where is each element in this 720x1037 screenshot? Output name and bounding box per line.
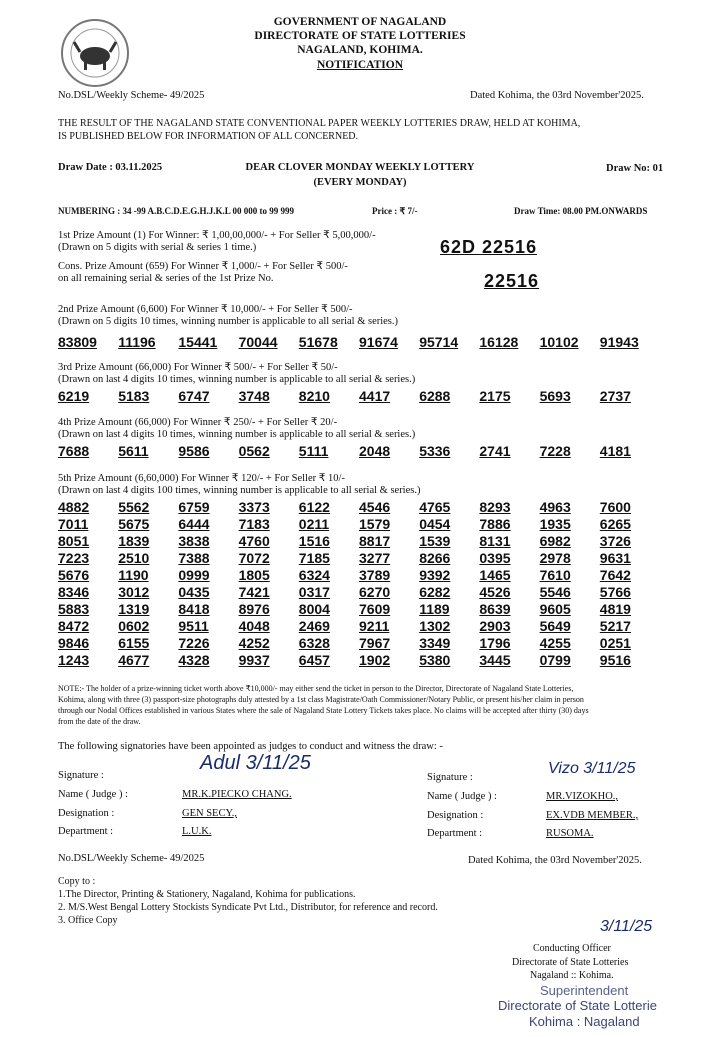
prize5-number: 0602 [118,618,150,634]
prize5-number: 7967 [359,635,391,651]
prize5-number: 7610 [539,567,571,583]
prize2-line-2: (Drawn on 5 digits 10 times, winning number is applicable to all serial & series.) [58,316,399,327]
prize5-number: 1189 [419,601,450,617]
prize5-line-1: 5th Prize Amount (6,60,000) For Winner ₹ 120/- + For Seller ₹ 10/- [58,473,345,484]
prize5-number: 0435 [178,584,210,600]
prize5-number: 6444 [178,516,210,532]
right-judge-department: RUSOMA. [546,828,594,839]
prize5-number: 8004 [298,601,330,617]
prize2-number: 95714 [419,334,459,350]
prize5-number: 2978 [539,550,571,566]
header-government: GOVERNMENT OF NAGALAND [273,16,447,28]
prize5-number: 3726 [599,533,631,549]
prize5-number: 6282 [419,584,451,600]
prize5-number: 7185 [298,550,330,566]
prize4-numbers [58,443,660,460]
prize5-number: 7886 [479,516,511,532]
header-location: NAGALAND, KOHIMA. [297,44,423,56]
footer-scheme-ref: No.DSL/Weekly Scheme- 49/2025 [58,853,205,864]
prize5-number: 9511 [178,618,209,634]
prize3-number: 2737 [599,388,631,404]
prize5-number: 9631 [599,550,631,566]
prize5-number: 4252 [238,635,270,651]
prize2-number: 91674 [359,334,398,350]
prize3-number: 6219 [58,388,90,404]
note-line-4: from the date of the draw. [58,717,141,726]
prize2-number: 51678 [298,334,338,350]
prize5-number: 5546 [539,584,571,600]
right-designation-label: Designation : [427,810,484,821]
prize5-number: 8817 [359,533,391,549]
prize5-number: 5883 [58,601,90,617]
intro-line-1: THE RESULT OF THE NAGALAND STATE CONVENTIONAL PAPER WEEKLY LOTTERIES DRAW, HELD AT KOHIMA, [58,118,581,129]
prize5-number: 4760 [238,533,270,549]
prize5-number: 2510 [118,550,150,566]
judges-intro: The following signatories have been appointed as judges to conduct and witness the draw: - [58,741,443,752]
dated: Dated Kohima, the 03rd November'2025. [470,90,644,101]
prize5-number: 4546 [359,499,391,515]
prize5-number: 9605 [539,601,571,617]
prize5-numbers [58,499,660,669]
prize3-number: 4417 [359,388,391,404]
prize5-number: 1539 [419,533,451,549]
left-signature-label: Signature : [58,770,104,781]
prize3-number: 6288 [419,388,451,404]
government-seal [60,18,130,88]
prize5-number: 3349 [419,635,451,651]
prize5-number: 0799 [539,652,571,668]
prize5-number: 2903 [479,618,511,634]
prize5-number: 1796 [479,635,511,651]
prize5-number: 1902 [359,652,391,668]
left-judge-designation: GEN SECY., [182,808,237,819]
left-judge-signature: Adul 3/11/25 [200,752,311,774]
prize5-number: 0251 [599,635,631,651]
prize5-number: 2469 [298,618,330,634]
prize3-numbers [58,388,660,405]
price: Price : ₹ 7/- [372,206,418,216]
prize1-winner: 62D 22516 [440,237,538,257]
header-directorate: DIRECTORATE OF STATE LOTTERIES [254,30,466,42]
stamp-location: Kohima : Nagaland [529,1014,640,1029]
prize3-line-1: 3rd Prize Amount (66,000) For Winner ₹ 500/- + For Seller ₹ 50/- [58,362,338,373]
prize5-number: 0395 [479,550,511,566]
prize5-number: 4677 [118,652,150,668]
copy-1: 1.The Director, Printing & Stationery, Nagaland, Kohima for publications. [58,889,356,900]
prize5-number: 8293 [479,499,511,515]
copy-3: 3. Office Copy [58,915,118,926]
note-line-2: Kohima, along with three (3) passport-size photographs duly attested by a 1st class Magistrate/Oath Commissioner/Notary Public, or present his/her claim in person [58,695,584,704]
prize5-number: 9937 [238,652,270,668]
left-designation-label: Designation : [58,808,115,819]
prize5-number: 7600 [599,499,631,515]
prize3-number: 5183 [118,388,150,404]
prize5-number: 0211 [298,516,330,532]
prize5-number: 8346 [58,584,90,600]
prize5-number: 7421 [238,584,270,600]
prize5-number: 4526 [479,584,511,600]
left-department-label: Department : [58,826,114,837]
prize5-number: 8976 [238,601,270,617]
prize5-number: 1805 [238,567,270,583]
stamp-directorate: Directorate of State Lotterie [498,998,657,1013]
prize5-number: 4255 [539,635,571,651]
prize5-number: 0454 [419,516,451,532]
prize2-number: 83809 [58,334,97,350]
prize5-number: 8418 [178,601,210,617]
right-judge-designation: EX.VDB MEMBER., [546,810,639,821]
prize5-number: 4819 [599,601,631,617]
prize2-line-1: 2nd Prize Amount (6,600) For Winner ₹ 10,000/- + For Seller ₹ 500/- [58,304,353,315]
prize5-number: 3789 [359,567,391,583]
intro-line-2: IS PUBLISHED BELOW FOR INFORMATION OF ALL CONCERNED. [58,131,359,142]
prize5-number: 0999 [178,567,210,583]
prize4-number: 2741 [479,443,511,459]
left-judge-name: MR.K.PIECKO CHANG. [182,789,292,800]
prize2-number: 16128 [479,334,519,350]
prize1-line-2: (Drawn on 5 digits with serial & series 1 time.) [58,242,257,253]
prize5-number: 6265 [599,516,631,532]
prize5-number: 4765 [419,499,451,515]
prize3-number: 8210 [298,388,330,404]
cons-prize-line-2: on all remaining serial & series of the 1st Prize No. [58,273,274,284]
prize5-number: 5217 [599,618,631,634]
prize2-number: 15441 [178,334,218,350]
numbering: NUMBERING : 34 -99 A.B.C.D.E.G.H.J.K.L 00 000 to 99 999 [58,206,295,216]
draw-time: Draw Time: 08.00 PM.ONWARDS [514,206,648,216]
prize5-number: 7642 [599,567,631,583]
prize4-number: 2048 [359,443,391,459]
copy-2: 2. M/S.West Bengal Lottery Stockists Syndicate Pvt Ltd., Distributor, for reference and record. [58,902,438,913]
prize5-number: 7388 [178,550,210,566]
prize2-numbers [58,334,660,351]
prize5-number: 8266 [419,550,451,566]
footer-dated: Dated Kohima, the 03rd November'2025. [468,855,642,866]
prize5-number: 9392 [419,567,451,583]
officer-signature: 3/11/25 [600,918,653,935]
prize5-number: 1243 [58,652,90,668]
prize4-number: 5611 [118,443,149,459]
prize4-number: 7228 [539,443,571,459]
prize4-line-1: 4th Prize Amount (66,000) For Winner ₹ 250/- + For Seller ₹ 20/- [58,417,338,428]
prize5-number: 1579 [359,516,391,532]
prize5-number: 4328 [178,652,210,668]
prize3-number: 6747 [178,388,210,404]
prize4-line-2: (Drawn on last 4 digits 10 times, winning number is applicable to all serial & series.) [58,429,416,440]
prize5-number: 9846 [58,635,90,651]
prize5-number: 4882 [58,499,90,515]
prize5-number: 7223 [58,550,90,566]
prize5-number: 1190 [118,567,149,583]
prize2-number: 11196 [118,334,156,350]
officer-title: Conducting Officer [533,943,611,954]
prize5-number: 3373 [238,499,270,515]
copy-to: Copy to : [58,876,96,887]
prize3-line-2: (Drawn on last 4 digits 10 times, winning number is applicable to all serial & series.) [58,374,416,385]
prize4-number: 0562 [238,443,270,459]
prize5-number: 8639 [479,601,511,617]
prize5-number: 1935 [539,516,571,532]
right-department-label: Department : [427,828,483,839]
note-line-1: NOTE:- The holder of a prize-winning ticket worth above ₹10,000/- may either send the ticket in person to the Director, Directorate of Nagaland State Lotteries, [58,684,574,693]
prize5-number: 0317 [298,584,330,600]
right-name-label: Name ( Judge ) : [427,791,497,802]
prize5-number: 7011 [58,516,89,532]
prize5-number: 6122 [298,499,330,515]
prize5-number: 8472 [58,618,90,634]
prize5-number: 1839 [118,533,150,549]
prize5-number: 4963 [539,499,571,515]
right-signature-label: Signature : [427,772,473,783]
draw-number: Draw No: 01 [606,163,664,174]
prize5-number: 6457 [298,652,330,668]
draw-date: Draw Date : 03.11.2025 [58,162,163,173]
left-judge-department: L.U.K. [182,826,212,837]
prize5-number: 6324 [298,567,330,583]
prize5-number: 1302 [419,618,451,634]
prize5-number: 8051 [58,533,90,549]
prize5-number: 5766 [599,584,631,600]
prize2-number: 10102 [539,334,579,350]
scheme-ref: No.DSL/Weekly Scheme- 49/2025 [58,90,205,101]
prize5-number: 3277 [359,550,391,566]
prize3-number: 2175 [479,388,511,404]
prize5-number: 1319 [118,601,150,617]
prize5-number: 6982 [539,533,571,549]
prize5-number: 9211 [359,618,390,634]
prize5-number: 4048 [238,618,270,634]
right-judge-signature: Vizo 3/11/25 [548,760,636,777]
lottery-title: DEAR CLOVER MONDAY WEEKLY LOTTERY [245,162,475,173]
cons-prize-line-1: Cons. Prize Amount (659) For Winner ₹ 1,000/- + For Seller ₹ 500/- [58,261,348,272]
left-name-label: Name ( Judge ) : [58,789,128,800]
prize5-number: 3012 [118,584,150,600]
note-line-3: through our Nodal Offices established in various States where the sale of Nagaland State Lottery Tickets takes place. No claims will be accepted after thirty (30) days [58,706,589,715]
prize4-number: 5336 [419,443,451,459]
cons-prize-number: 22516 [484,271,540,291]
prize5-number: 3838 [178,533,210,549]
prize5-number: 9516 [599,652,631,668]
prize2-number: 70044 [238,334,278,350]
prize1-line-1: 1st Prize Amount (1) For Winner: ₹ 1,00,00,000/- + For Seller ₹ 5,00,000/- [58,230,376,241]
prize5-number: 6270 [359,584,391,600]
prize3-number: 3748 [238,388,270,404]
prize4-number: 4181 [599,443,631,459]
prize5-number: 6155 [118,635,150,651]
prize5-number: 6328 [298,635,330,651]
prize3-number: 5693 [539,388,571,404]
header-notification: NOTIFICATION [316,59,404,71]
prize5-number: 7072 [238,550,270,566]
prize5-number: 7226 [178,635,210,651]
lottery-subtitle: (EVERY MONDAY) [313,177,407,188]
prize5-number: 3445 [479,652,511,668]
prize2-number: 91943 [599,334,639,350]
officer-location: Nagaland :: Kohima. [530,970,614,981]
prize5-number: 7609 [359,601,391,617]
prize5-number: 8131 [479,533,511,549]
prize5-number: 5380 [419,652,451,668]
prize5-number: 6759 [178,499,210,515]
prize4-number: 9586 [178,443,210,459]
prize4-number: 7688 [58,443,90,459]
right-judge-name: MR.VIZOKHO., [546,791,619,802]
prize4-number: 5111 [298,443,329,459]
prize5-number: 5675 [118,516,150,532]
prize5-line-2: (Drawn on last 4 digits 100 times, winning number is applicable to all serial & series.) [58,485,421,496]
prize5-number: 7183 [238,516,270,532]
prize5-number: 1465 [479,567,511,583]
prize5-number: 1516 [298,533,330,549]
stamp-superintendent: Superintendent [540,983,629,998]
officer-directorate: Directorate of State Lotteries [512,957,629,968]
prize5-number: 5676 [58,567,90,583]
prize5-number: 5649 [539,618,571,634]
prize5-number: 5562 [118,499,150,515]
